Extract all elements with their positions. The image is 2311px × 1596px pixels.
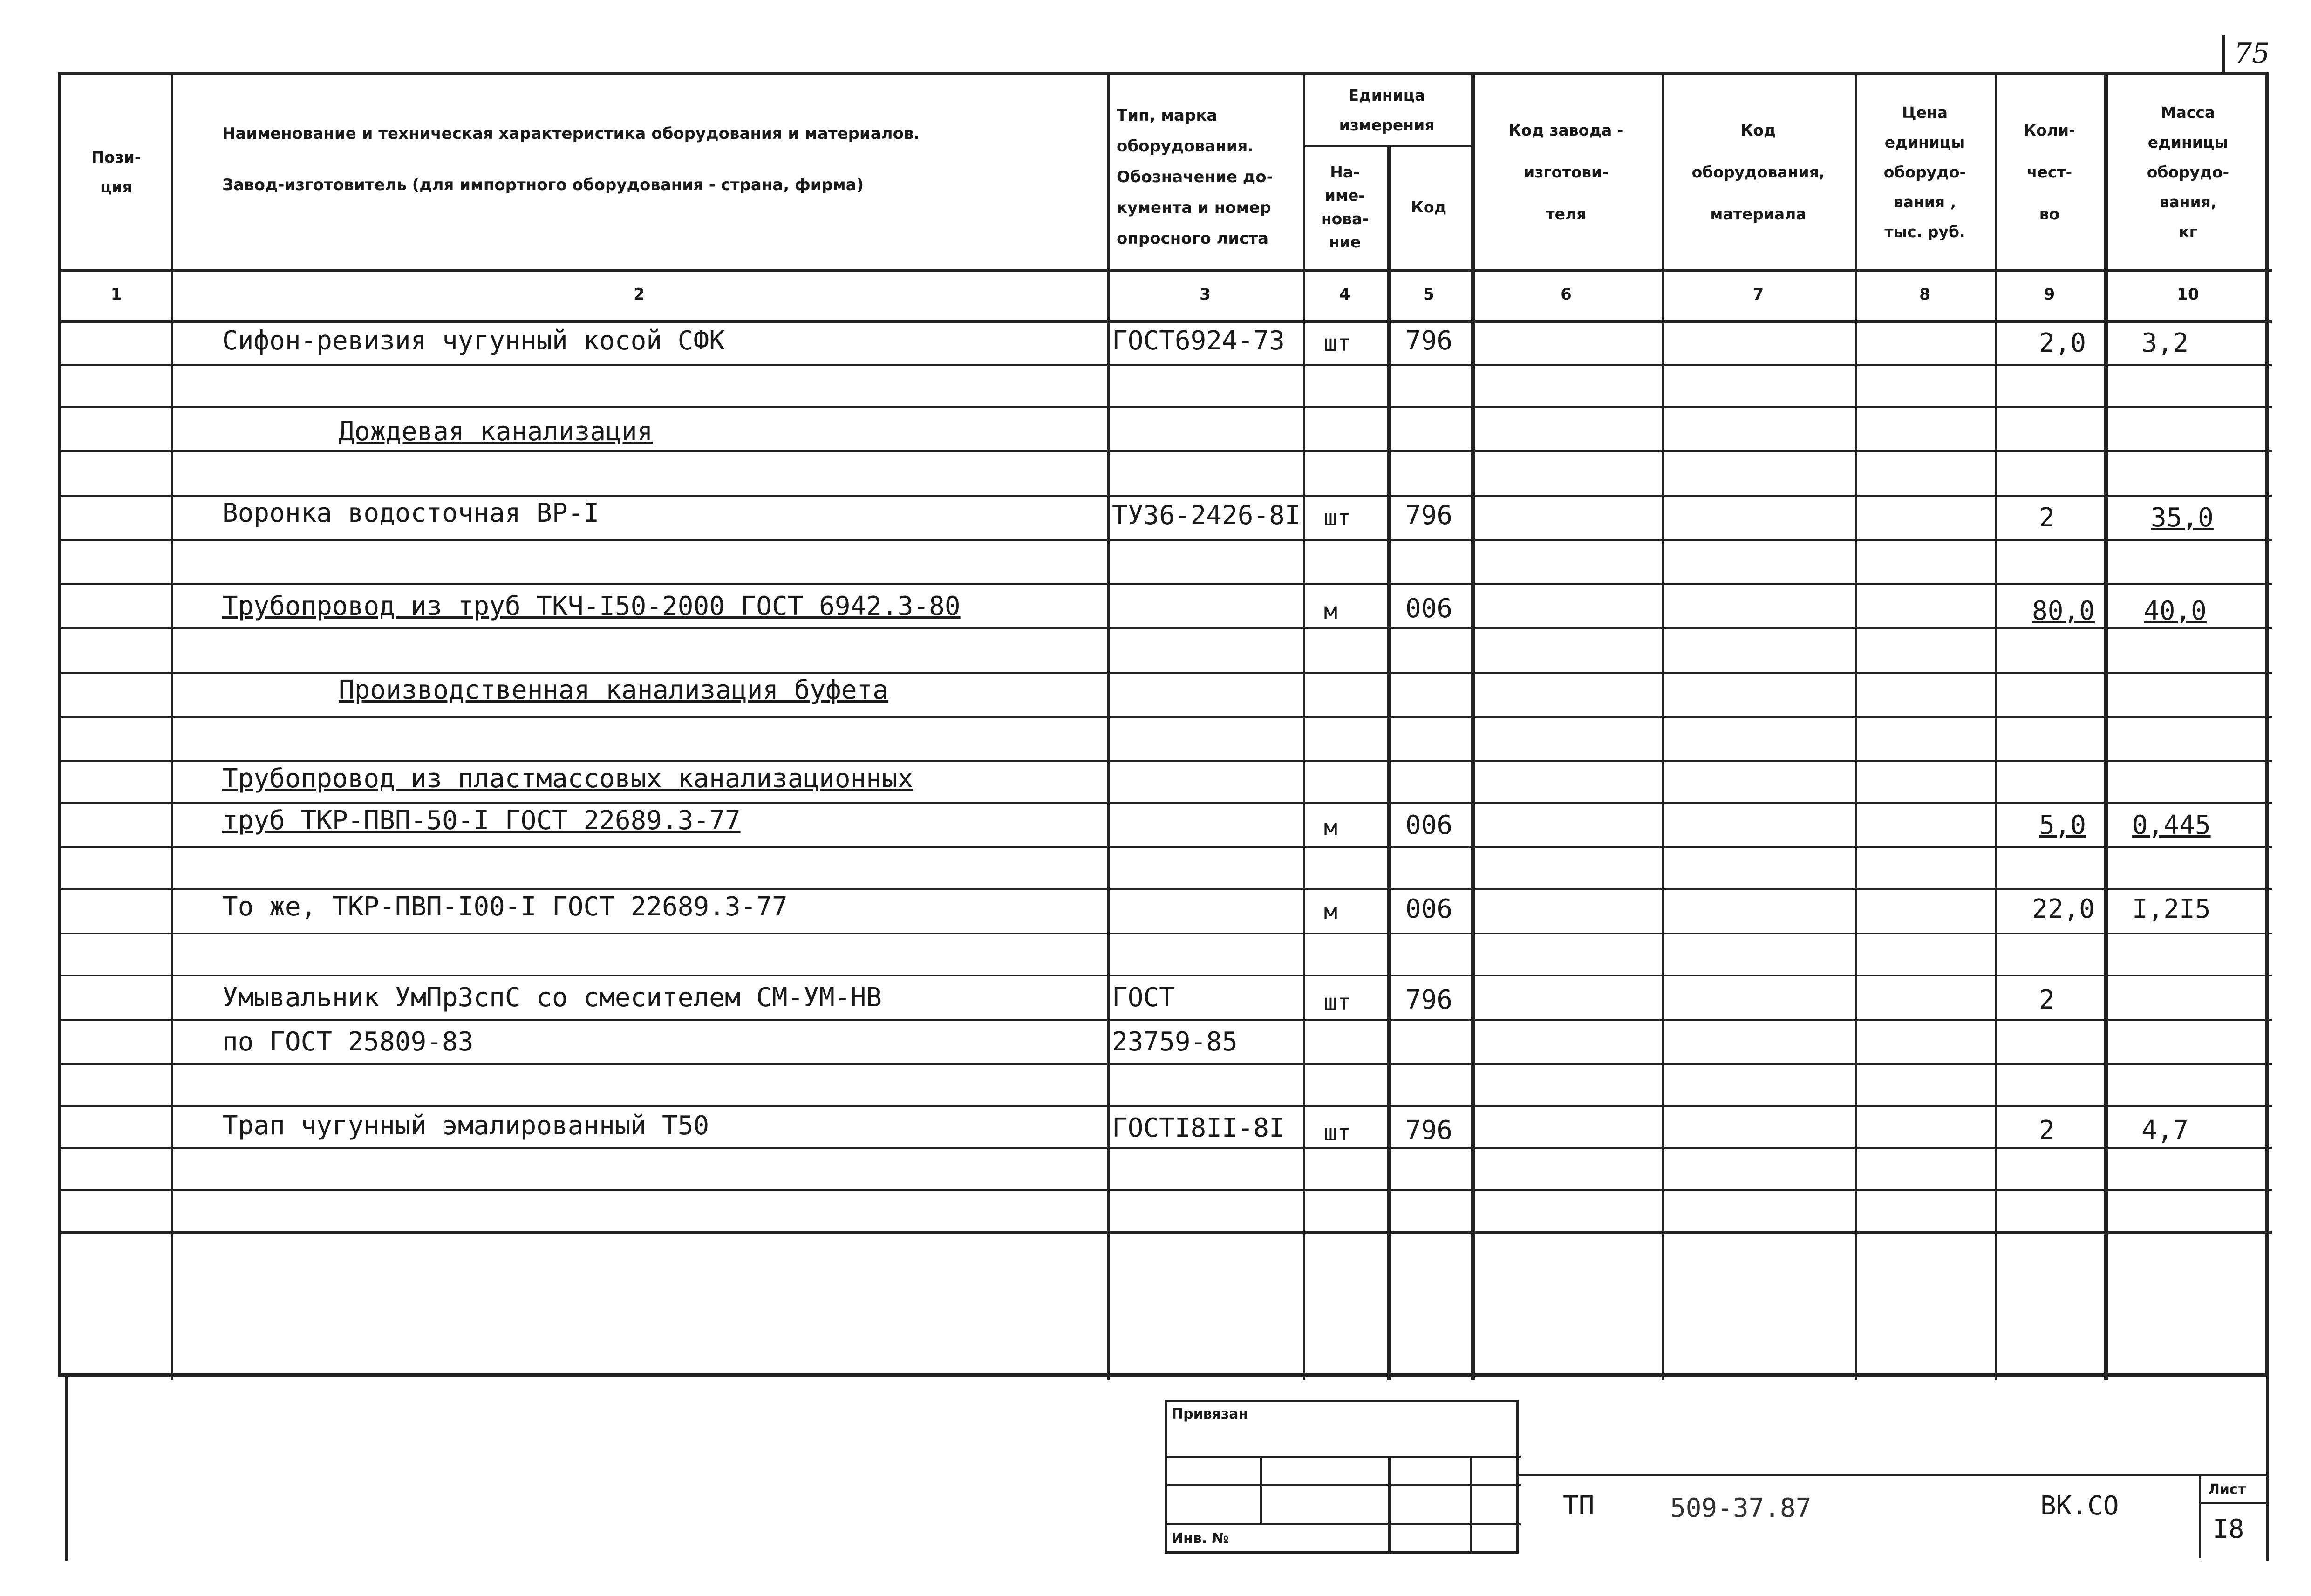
header-material-code: Код оборудования, материала xyxy=(1691,121,1825,223)
item-mass: I,2I5 xyxy=(2132,894,2211,924)
column-number: 2 xyxy=(634,285,645,304)
item-qty: 80,0 xyxy=(2032,596,2095,626)
column-number: 9 xyxy=(2044,285,2055,304)
item-doc: 23759-85 xyxy=(1112,1027,1238,1057)
row-line xyxy=(61,1105,2272,1107)
item-unit: шт xyxy=(1324,989,1351,1016)
column-number: 10 xyxy=(2177,285,2199,304)
item-mass: 40,0 xyxy=(2144,596,2207,626)
drawing-mark: ВК.СО xyxy=(2040,1491,2119,1521)
specification-table xyxy=(58,72,2269,1377)
row-line xyxy=(61,846,2272,848)
item-qty: 2 xyxy=(2039,503,2055,533)
item-code: 796 xyxy=(1405,985,1453,1015)
item-name: Сифон-ревизия чугунный косой СФК xyxy=(222,326,725,356)
sheet-number: I8 xyxy=(2213,1514,2244,1544)
item-qty: 5,0 xyxy=(2039,810,2086,840)
item-qty: 2,0 xyxy=(2039,328,2086,358)
row-line xyxy=(61,1189,2272,1191)
item-name: То же, ТКР-ПВП-I00-I ГОСТ 22689.3-77 xyxy=(222,892,788,922)
item-name: Трап чугунный эмалированный Т50 xyxy=(222,1111,709,1141)
row-line xyxy=(61,1019,2272,1021)
row-line xyxy=(61,364,2272,366)
row-line xyxy=(61,406,2272,408)
tb-line xyxy=(1516,1474,2269,1476)
section-heading: Производственная канализация буфета xyxy=(339,675,889,705)
item-name: Умывальник УмПр3спС со смесителем СМ-УМ-НВ xyxy=(222,982,882,1013)
project-number: 509-37.87 xyxy=(1670,1493,1812,1523)
column-number: 1 xyxy=(110,285,122,304)
row-line xyxy=(61,1147,2272,1149)
item-code: 796 xyxy=(1405,500,1453,531)
item-name: Трубопровод из пластмассовых канализационных xyxy=(222,764,913,794)
item-mass: 0,445 xyxy=(2132,810,2211,840)
item-unit: шт xyxy=(1324,330,1351,356)
row-line xyxy=(61,539,2272,541)
row-line xyxy=(61,627,2272,629)
row-line xyxy=(61,1063,2272,1065)
header-position: Пози- ция xyxy=(91,148,141,196)
row-line xyxy=(61,933,2272,934)
item-code: 006 xyxy=(1405,593,1453,624)
item-mass: 4,7 xyxy=(2141,1115,2189,1146)
frame-line xyxy=(65,1377,68,1561)
header-unit-name: На- име- нова- ние xyxy=(1321,163,1369,251)
row-line xyxy=(61,888,2272,890)
row-line xyxy=(61,495,2272,497)
header-quantity: Коли- чест- во xyxy=(2024,121,2075,223)
column-number: 8 xyxy=(1919,285,1930,304)
binding-label: Привязан xyxy=(1172,1406,1248,1422)
item-unit: шт xyxy=(1324,505,1351,531)
item-unit: м xyxy=(1324,815,1337,841)
item-qty: 2 xyxy=(2039,985,2055,1015)
item-code: 796 xyxy=(1405,326,1453,356)
sheet-label: Лист xyxy=(2208,1481,2246,1498)
row-line xyxy=(61,583,2272,585)
page-number: 75 xyxy=(2222,35,2270,72)
column-number: 3 xyxy=(1200,285,1211,304)
tb-line xyxy=(1167,1484,1521,1486)
item-doc: ТУ36-2426-8I xyxy=(1112,500,1301,531)
item-name: труб ТКР-ПВП-50-I ГОСТ 22689.3-77 xyxy=(222,805,741,836)
row-line xyxy=(61,320,2272,323)
row-line xyxy=(61,450,2272,452)
header-price: Цена единицы оборудо- вания , тыс. руб. xyxy=(1883,103,1966,241)
item-doc: ГОСТ6924-73 xyxy=(1112,326,1285,356)
row-line xyxy=(61,802,2272,804)
column-number: 7 xyxy=(1752,285,1764,304)
tb-line xyxy=(2199,1474,2201,1558)
column-number: 6 xyxy=(1561,285,1572,304)
header-unit: Единица измерения xyxy=(1339,86,1435,134)
item-code: 796 xyxy=(1405,1115,1453,1146)
tb-line xyxy=(2199,1502,2269,1504)
tb-line xyxy=(1260,1456,1262,1523)
row-line xyxy=(61,1231,2272,1234)
item-name: Трубопровод из труб ТКЧ-I50-2000 ГОСТ 6942.3-80 xyxy=(222,591,961,621)
item-code: 006 xyxy=(1405,894,1453,924)
item-code: 006 xyxy=(1405,810,1453,840)
item-mass: 3,2 xyxy=(2141,328,2189,358)
item-unit: м xyxy=(1324,598,1337,624)
row-line xyxy=(61,760,2272,762)
item-qty: 22,0 xyxy=(2032,894,2095,924)
frame-line xyxy=(2266,1377,2269,1561)
header-name-line2: Завод-изготовитель (для импортного оборудования - страна, фирма) xyxy=(222,176,864,194)
tb-line xyxy=(1167,1456,1521,1458)
column-number: 4 xyxy=(1339,285,1350,304)
item-doc: ГОСТI8II-8I xyxy=(1112,1113,1285,1143)
item-name: Воронка водосточная ВР-I xyxy=(222,498,600,528)
header-name-line1: Наименование и техническая характеристика оборудования и материалов. xyxy=(222,124,920,143)
header-type: Тип, марка оборудования. Обозначение до- кумента и номер опросного листа xyxy=(1117,106,1273,248)
item-name: по ГОСТ 25809-83 xyxy=(222,1027,474,1057)
item-unit: шт xyxy=(1324,1120,1351,1146)
item-doc: ГОСТ xyxy=(1112,982,1175,1013)
item-qty: 2 xyxy=(2039,1115,2055,1146)
inventory-label: Инв. № xyxy=(1172,1530,1229,1547)
header-unit-code: Код xyxy=(1411,198,1447,216)
tb-line xyxy=(1388,1456,1391,1554)
row-line xyxy=(61,672,2272,674)
section-heading: Дождевая канализация xyxy=(339,416,653,447)
tb-line xyxy=(1470,1456,1472,1554)
header-factory-code: Код завода - изготови- теля xyxy=(1508,121,1624,223)
col-line xyxy=(1387,145,1391,1380)
tp-label: ТП xyxy=(1563,1491,1595,1521)
title-block xyxy=(65,1377,2269,1563)
binding-block xyxy=(1165,1400,1519,1554)
column-number: 5 xyxy=(1423,285,1434,304)
row-line xyxy=(61,716,2272,718)
item-unit: м xyxy=(1324,899,1337,925)
row-line xyxy=(61,975,2272,976)
item-mass: 35,0 xyxy=(2151,503,2214,533)
tb-line xyxy=(1167,1523,1521,1525)
header-mass: Масса единицы оборудо- вания, кг xyxy=(2147,103,2229,241)
